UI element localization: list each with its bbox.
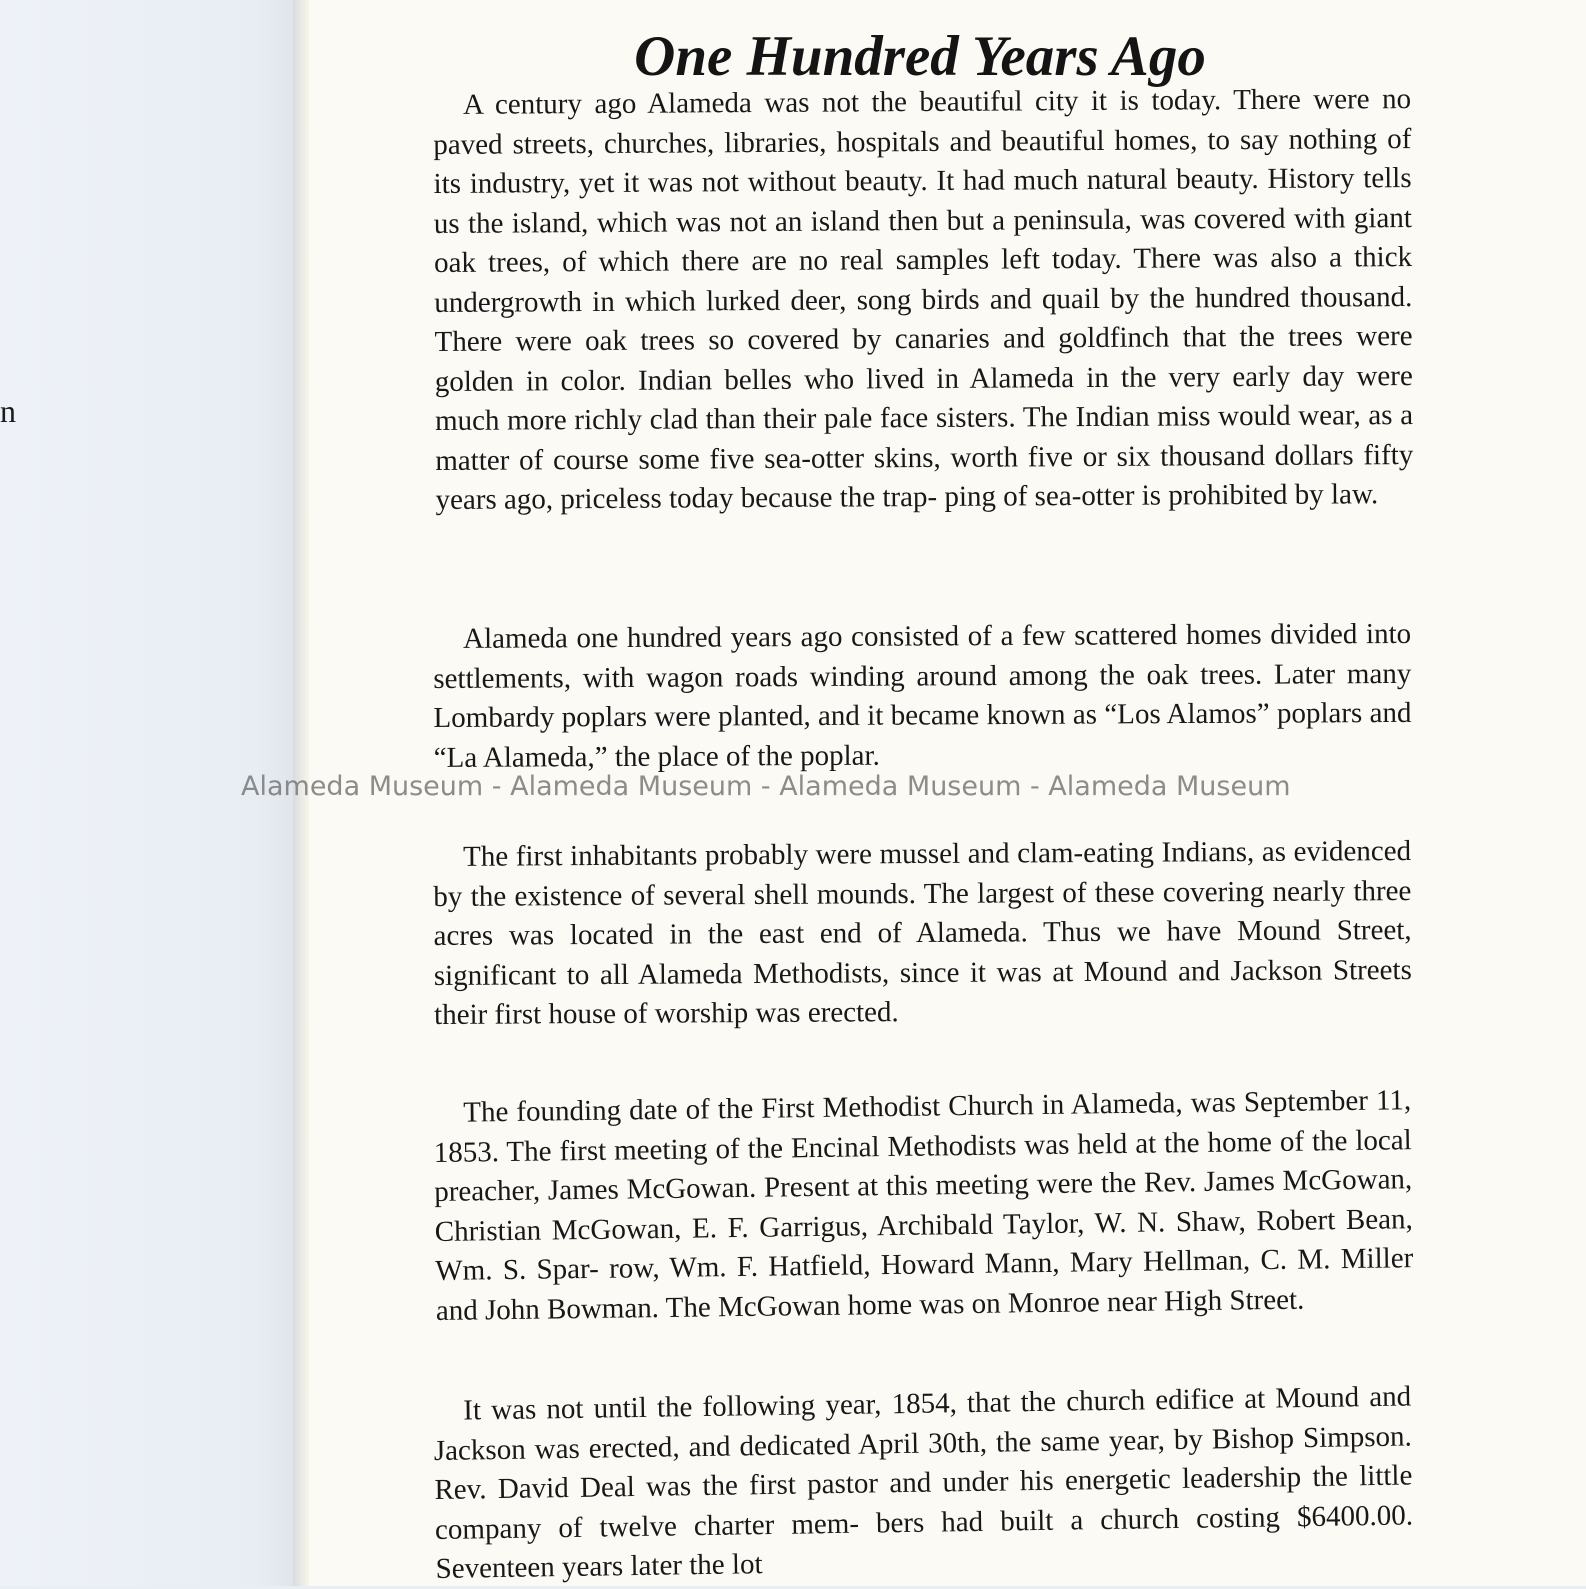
paragraph-5: It was not until the following year, 1854, that the church edifice at Mound and Jackson was erected, and dedicated April 30th, the same year, by Bishop Simpson. Rev. David Deal was the first pastor and under his energetic leadership the little company of twelve charter mem- bers had built a church costing $6400.00. Seventeen years later the lot [433,1380,1414,1585]
left-page-text-fragment: n [0,393,16,429]
paragraph-1: A century ago Alameda was not the beautiful city it is today. There were no paved streets, churches, libraries, hospitals and beautiful homes, to say nothing of its industry, yet it was not without beauty. It had much natural beauty. History tells us the island, which was not an island then but a peninsula, was covered with giant oak trees, of which there are no real samples left today. There was also a thick undergrowth in which lurked deer, song birds and quail by the hundred thousand. There were oak trees so covered by canaries and goldfinch that the trees were golden in color. Indian belles who lived in Alameda in the very early day were much more richly clad than their pale face sisters. The Indian miss would wear, as a matter of course some five sea-otter skins, worth five or six thousand dollars fifty years ago, priceless today because the trap- ping of sea-otter is prohibited by law. [433,83,1414,516]
paragraph-4: The founding date of the First Methodist Church in Alameda, was September 11, 1853. The first meeting of the Encinal Methodists was held at the home of the local preacher, James McGowan. Present at this meeting were the Rev. James McGowan, Christian McGowan, E. F. Garrigus, Archibald Taylor, W. N. Shaw, Robert Bean, Wm. S. Spar- row, Wm. F. Hatfield, Howard Mann, Mary Hellman, C. M. Miller and John Bowman. The McGowan home was on Monroe near High Street. [433,1084,1414,1327]
paragraph-2: Alameda one hundred years ago consisted of a few scattered homes divided into settlements, with wagon roads winding around among the oak trees. Later many Lombardy poplars were planted, and it became known as “Los Alamos” poplars and “La Alameda,” the place of the poplar. [433,617,1412,774]
paragraph-3: The first inhabitants probably were mussel and clam-eating Indians, as evidenced by the existence of several shell mounds. The largest of these covering nearly three acres was located in the east end of Alameda. Thus we have Mound Street, significant to all Alameda Methodists, since it was at Mound and Jackson Streets their first house of worship was erected. [433,835,1412,1031]
page-title: One Hundred Years Ago [634,25,1206,89]
museum-watermark: Alameda Museum - Alameda Museum - Alameda Museum - Alameda Museum [241,771,1291,802]
